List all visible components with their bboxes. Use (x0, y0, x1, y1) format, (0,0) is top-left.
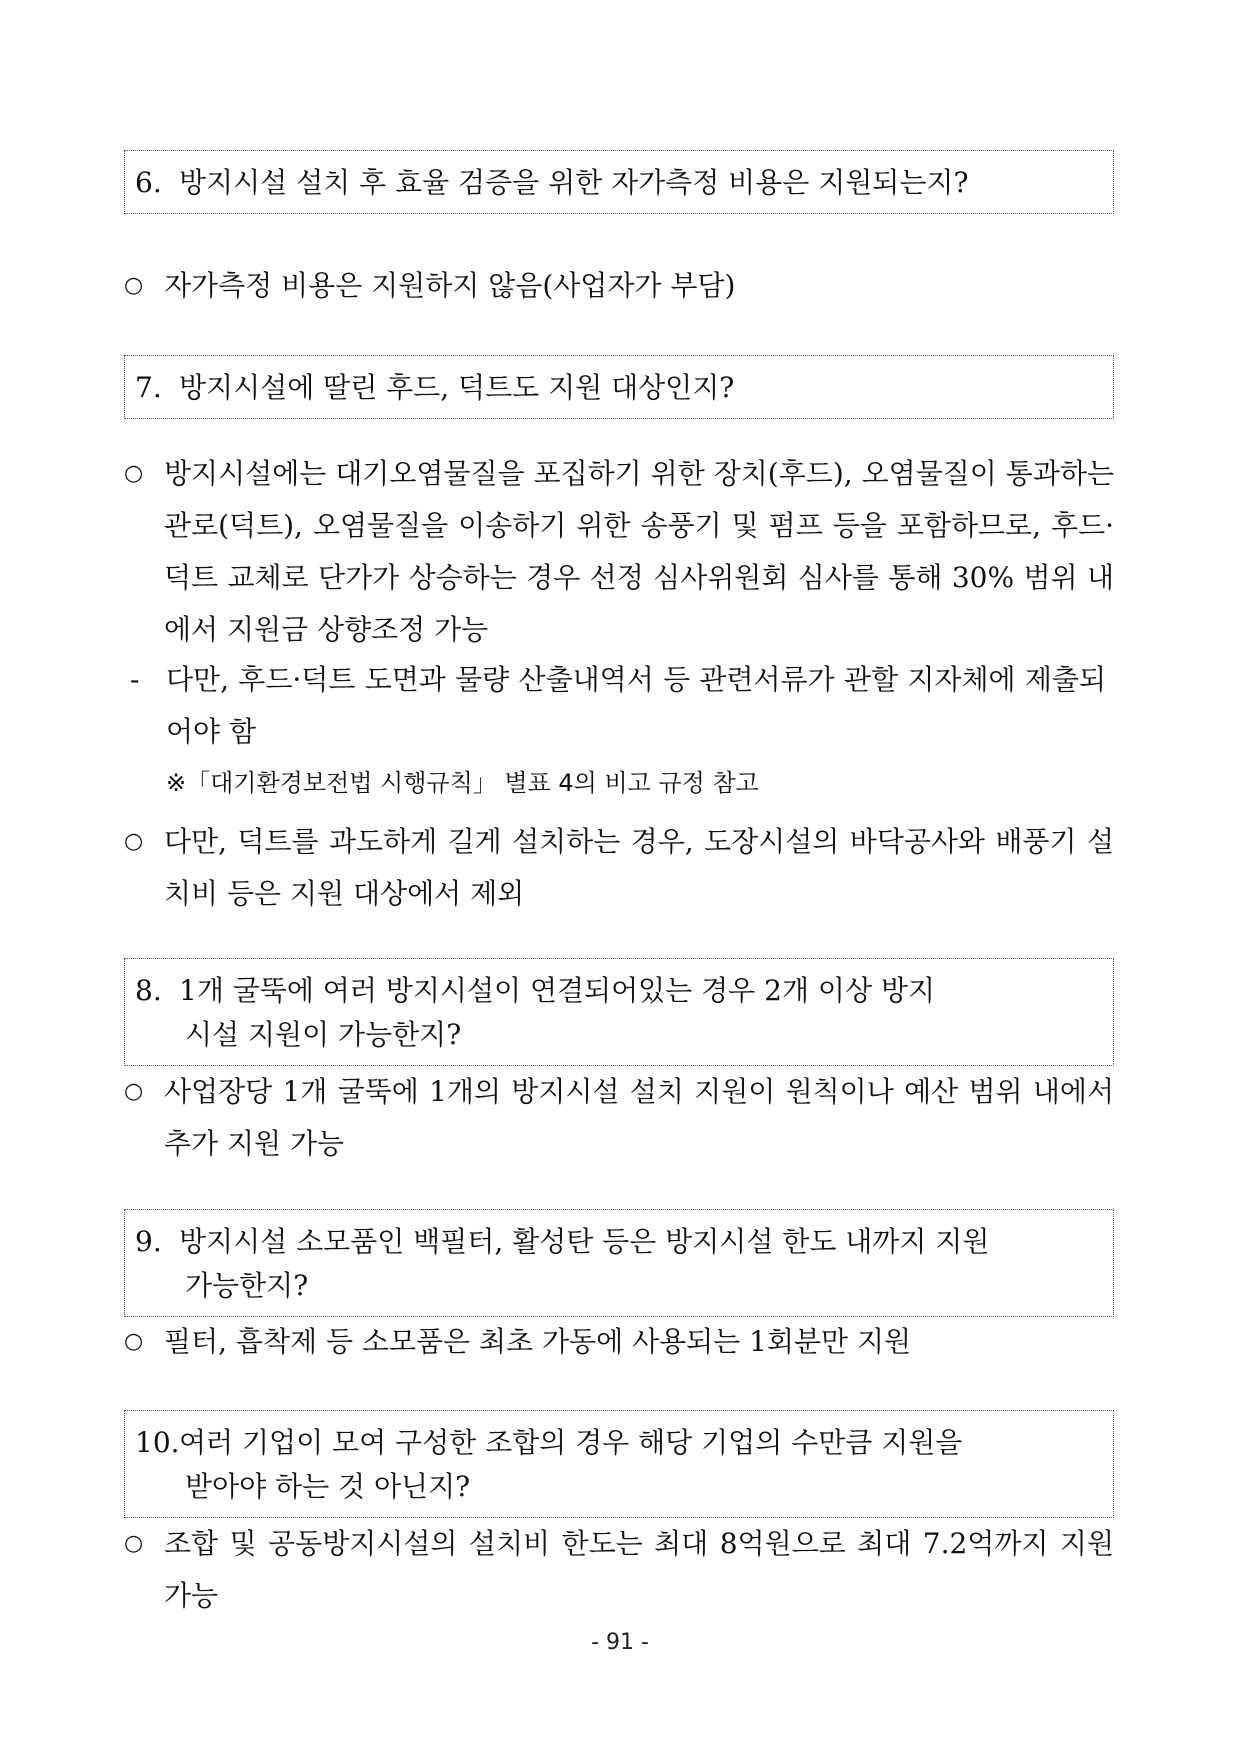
question-box-8 (124, 958, 1114, 1066)
question-text: 1개 굴뚝에 여러 방지시설이 연결되어있는 경우 2개 이상 방지 (179, 974, 935, 1007)
question-text-continued: 받아야 하는 것 아닌지? (185, 1470, 471, 1503)
answer-7-dash (124, 654, 1124, 758)
question-box-9 (124, 1209, 1114, 1317)
answer-7-sub (124, 816, 1124, 920)
answer-6 (124, 260, 1124, 312)
answer-text: 방지시설에는 대기오염물질을 포집하기 위한 장치(후드), 오염물질이 통과하는 관로(덕트), 오염물질을 이송하기 위한 송풍기 및 펌프 등을 포함하므로, 후드·덕트 교체로 단가가 상승하는 경우 선정 심사위원회 심사를 통해 30% 범위 내에서 지원금 상향조정 가능 (164, 457, 1114, 646)
answer-text: 조합 및 공동방지시설의 설치비 한도는 최대 8억원으로 최대 7.2억까지 지원 가능 (164, 1527, 1114, 1612)
page-number: - 91 - (591, 1630, 649, 1655)
question-text-continued: 가능한지? (185, 1269, 309, 1302)
bullet-icon: ○ (124, 1329, 144, 1354)
answer-text: 자가측정 비용은 지원하지 않음(사업자가 부담) (164, 269, 736, 302)
question-text: 여러 기업이 모여 구성한 조합의 경우 해당 기업의 수만큼 지원을 (179, 1426, 963, 1459)
question-box-10 (124, 1410, 1114, 1518)
bullet-icon: ○ (124, 1079, 144, 1104)
answer-10 (124, 1518, 1124, 1622)
question-number: 9. (135, 1225, 162, 1258)
question-text: 방지시설 소모품인 백필터, 활성탄 등은 방지시설 한도 내까지 지원 (179, 1225, 990, 1258)
bullet-icon: ○ (124, 461, 144, 486)
answer-text: 다만, 후드·덕트 도면과 물량 산출내역서 등 관련서류가 관할 지자체에 제출되어야 함 (166, 663, 1106, 748)
question-number: 8. (135, 974, 162, 1007)
answer-7-main (124, 448, 1124, 656)
reference-note: ※「대기환경보전법 시행규칙」 별표 4의 비고 규정 참고 (166, 769, 759, 797)
bullet-icon: ○ (124, 273, 144, 298)
bullet-icon: ○ (124, 829, 144, 854)
dash-icon: - (130, 663, 140, 696)
answer-text: 필터, 흡착제 등 소모품은 최초 가동에 사용되는 1회분만 지원 (164, 1325, 912, 1358)
answer-text: 다만, 덕트를 과도하게 길게 설치하는 경우, 도장시설의 바닥공사와 배풍기 설치비 등은 지원 대상에서 제외 (164, 825, 1114, 910)
answer-8 (124, 1066, 1124, 1170)
question-text: 방지시설 설치 후 효율 검증을 위한 자가측정 비용은 지원되는지? (179, 166, 969, 199)
question-text-continued: 시설 지원이 가능한지? (185, 1018, 462, 1051)
answer-9 (124, 1316, 1124, 1368)
question-number: 7. (135, 371, 162, 404)
question-box-7 (124, 355, 1114, 419)
question-number: 10. (135, 1426, 180, 1459)
question-number: 6. (135, 166, 162, 199)
question-text: 방지시설에 딸린 후드, 덕트도 지원 대상인지? (179, 371, 735, 404)
bullet-icon: ○ (124, 1531, 144, 1556)
answer-text: 사업장당 1개 굴뚝에 1개의 방지시설 설치 지원이 원칙이나 예산 범위 내에서 추가 지원 가능 (164, 1075, 1114, 1160)
question-box-6 (124, 150, 1114, 214)
